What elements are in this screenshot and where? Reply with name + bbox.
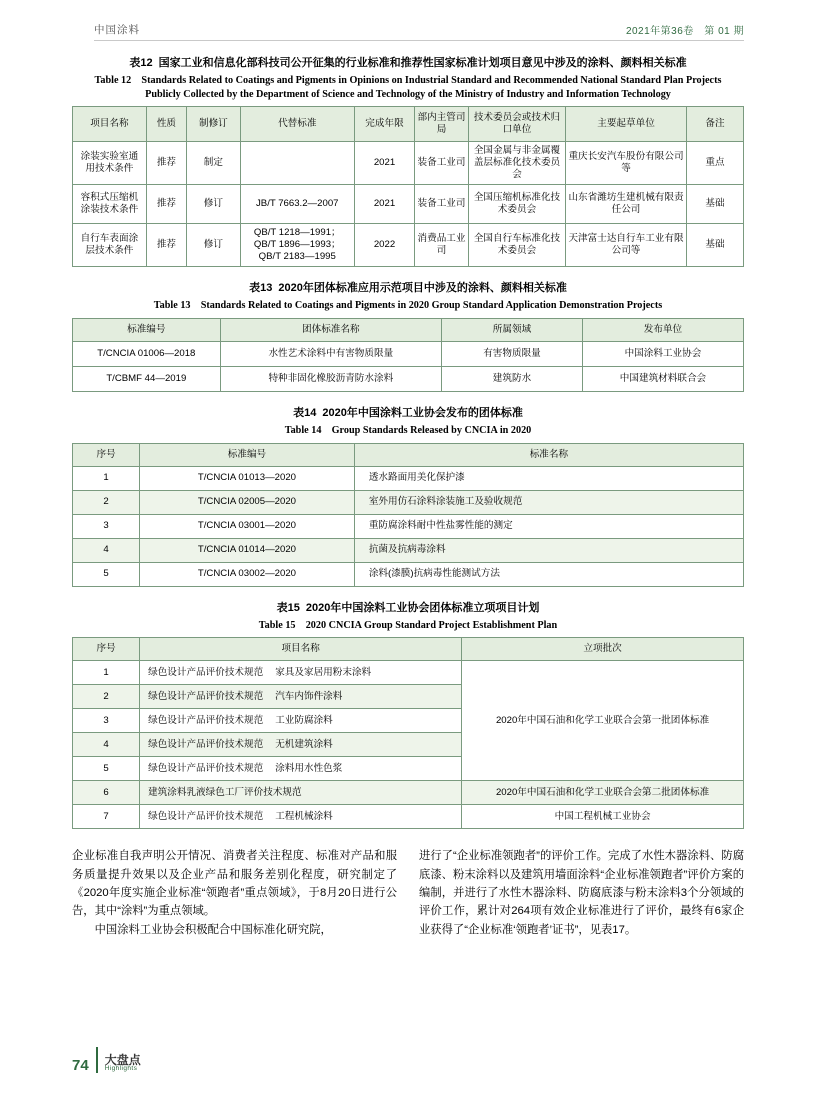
table-13	[72, 318, 744, 392]
cell-standard-name: 涂料(漆膜)抗病毒性能测试方法	[354, 562, 743, 586]
table-row	[73, 342, 744, 367]
table-row	[73, 490, 744, 514]
cell-index: 2	[73, 490, 140, 514]
footer-accent-bar	[96, 1047, 98, 1073]
table-row	[73, 142, 744, 185]
table-row	[73, 562, 744, 586]
th-batch: 立项批次	[462, 638, 744, 661]
cell-publisher: 中国涂料工业协会	[582, 342, 743, 367]
cell-field: 建筑防水	[442, 367, 583, 392]
cell-project-name-sub: 工业防腐涂料	[275, 714, 333, 726]
th-index: 序号	[73, 443, 140, 466]
table-13-caption-en: Table 13 Standards Related to Coatings and Pigments in 2020 Group Standard Application Demonstration Projects	[153, 300, 663, 312]
th-field: 所属领域	[442, 319, 583, 342]
table-row	[73, 781, 744, 805]
cell-project-name-sub: 汽车内饰件涂料	[275, 690, 343, 702]
table-12-block	[72, 56, 744, 267]
table-12-header-row	[73, 107, 744, 142]
body-paragraph-3: 进行了“企业标准领跑者”的评价工作。完成了水性木器涂料、防腐底漆、粉末涂料以及建筑用墙面涂料“企业标准领跑者”评价方案的编制，并进行了水性木器涂料、防腐底漆与粉末涂料3个分领域的评价工作，累计对264项有效企业标准进行了评价，最终有6家企业获得了“企业标准‘领跑者’证书”，见表17。	[419, 850, 744, 936]
cell-revision-type: 制定	[187, 142, 241, 185]
cell-project-name-main: 绿色设计产品评价技术规范	[148, 714, 264, 726]
table-12-number: 表12	[129, 57, 153, 69]
body-paragraph-2: 中国涂料工业协会积极配合中国标准化研究院，	[94, 923, 332, 936]
page-footer	[72, 1047, 141, 1073]
cell-standard-number: T/CNCIA 01006—2018	[73, 342, 221, 367]
cell-project-name	[140, 733, 462, 757]
table-12-caption-en: Table 12 Standards Related to Coatings and Pigments in Opinions on Industrial Standard and Recommended National Standard Plan Projects Publicly Collected by the Department of Science and Technology of the Ministry of Industry and Information Technology	[94, 74, 722, 100]
table-12	[72, 106, 744, 267]
journal-name: 中国涂料	[94, 24, 140, 36]
cell-nature: 推荐	[146, 142, 186, 185]
table-15-header-row	[73, 638, 744, 661]
cell-project-name	[140, 781, 462, 805]
cell-project-name-main: 绿色设计产品评价技术规范	[148, 666, 264, 678]
cell-committee: 全国自行车标准化技术委员会	[468, 224, 565, 267]
cell-index: 6	[73, 781, 140, 805]
footer-section-cn: 大盘点	[104, 1052, 141, 1067]
table-row	[73, 224, 744, 267]
table-13-number: 表13	[249, 282, 273, 295]
cell-standard-number: T/CNCIA 01013—2020	[140, 466, 355, 490]
table-row	[73, 514, 744, 538]
cell-project-name	[140, 685, 462, 709]
th-department: 部内主管司局	[415, 107, 469, 142]
cell-project-name	[140, 805, 462, 829]
issue-info: 2021年第36卷 第 01 期	[625, 26, 744, 37]
th-drafter: 主要起草单位	[566, 107, 687, 142]
cell-standard-number: T/CNCIA 02005—2020	[140, 490, 355, 514]
cell-standard-name: 重防腐涂料耐中性盐雾性能的测定	[354, 514, 743, 538]
th-replaced-standard: 代替标准	[240, 107, 354, 142]
cell-department: 消费品工业司	[415, 224, 469, 267]
cell-standard-name: 特种非固化橡胶沥青防水涂料	[220, 367, 441, 392]
cell-index: 4	[73, 733, 140, 757]
table-13-header-row	[73, 319, 744, 342]
cell-drafter: 天津富士达自行车工业有限公司等	[566, 224, 687, 267]
table-13-title-cn: 2020年团体标准应用示范项目中涉及的涂料、颜料相关标准	[278, 282, 567, 295]
table-row	[73, 538, 744, 562]
table-row	[73, 805, 744, 829]
cell-batch-3: 中国工程机械工业协会	[462, 805, 744, 829]
table-row	[73, 661, 744, 685]
cell-project-name-main: 绿色设计产品评价技术规范	[148, 738, 264, 750]
table-14-caption-cn	[72, 406, 744, 422]
table-12-caption-cn	[72, 56, 744, 72]
cell-replaced-standard: QB/T 1218—1991；QB/T 1896—1993；QB/T 2183—1995	[240, 224, 354, 267]
cell-deadline: 2022	[354, 224, 414, 267]
table-14-title-cn: 2020年中国涂料工业协会发布的团体标准	[322, 407, 523, 420]
table-14-header-row	[73, 443, 744, 466]
table-row	[73, 367, 744, 392]
cell-replaced-standard	[240, 142, 354, 185]
footer-section	[105, 1054, 141, 1073]
table-15-caption-en: Table 15 2020 CNCIA Group Standard Project Establishment Plan	[258, 619, 558, 631]
cell-standard-number: T/CNCIA 03002—2020	[140, 562, 355, 586]
table-row	[73, 185, 744, 224]
th-deadline: 完成年限	[354, 107, 414, 142]
th-revision-type: 制修订	[187, 107, 241, 142]
th-standard-name: 团体标准名称	[220, 319, 441, 342]
cell-deadline: 2021	[354, 142, 414, 185]
page-header	[72, 0, 744, 42]
cell-standard-name: 水性艺术涂料中有害物质限量	[220, 342, 441, 367]
cell-index: 5	[73, 757, 140, 781]
th-standard-name: 标准名称	[354, 443, 743, 466]
table-14-number: 表14	[293, 407, 317, 420]
cell-project-name: 涂装实验室通用技术条件	[73, 142, 147, 185]
page-number: 74	[72, 1057, 89, 1074]
cell-index: 3	[73, 709, 140, 733]
cell-project-name-main: 绿色设计产品评价技术规范	[148, 762, 264, 774]
cell-batch-1: 2020年中国石油和化学工业联合会第一批团体标准	[462, 661, 744, 781]
cell-index: 1	[73, 466, 140, 490]
cell-field: 有害物质限量	[442, 342, 583, 367]
cell-department: 装备工业司	[415, 185, 469, 224]
cell-project-name	[140, 757, 462, 781]
cell-remark: 基础	[686, 185, 743, 224]
body-column-right	[419, 847, 744, 938]
th-committee: 技术委员会或技术归口单位	[468, 107, 565, 142]
table-row	[73, 466, 744, 490]
table-15-block	[72, 601, 744, 830]
table-13-block	[72, 281, 744, 392]
table-14	[72, 443, 744, 587]
cell-project-name-sub: 涂料用水性色浆	[275, 762, 343, 774]
cell-nature: 推荐	[146, 185, 186, 224]
cell-project-name-sub: 工程机械涂料	[275, 810, 333, 822]
table-13-caption-cn	[72, 281, 744, 297]
cell-remark: 基础	[686, 224, 743, 267]
cell-batch-2: 2020年中国石油和化学工业联合会第二批团体标准	[462, 781, 744, 805]
table-12-title-cn: 国家工业和信息化部科技司公开征集的行业标准和推荐性国家标准计划项目意见中涉及的涂料、颜料相关标准	[158, 57, 687, 69]
table-15-number: 表15	[276, 601, 300, 614]
cell-project-name: 容积式压缩机涂装技术条件	[73, 185, 147, 224]
cell-standard-name: 室外用仿石涂料涂装施工及验收规范	[354, 490, 743, 514]
cell-committee: 全国金属与非金属覆盖层标准化技术委员会	[468, 142, 565, 185]
cell-publisher: 中国建筑材料联合会	[582, 367, 743, 392]
cell-index: 2	[73, 685, 140, 709]
cell-standard-number: T/CNCIA 03001—2020	[140, 514, 355, 538]
table-14-block	[72, 406, 744, 587]
cell-index: 4	[73, 538, 140, 562]
cell-committee: 全国压缩机标准化技术委员会	[468, 185, 565, 224]
cell-drafter: 重庆长安汽车股份有限公司等	[566, 142, 687, 185]
cell-deadline: 2021	[354, 185, 414, 224]
footer-section-en: Highlights	[104, 1065, 138, 1073]
cell-project-name	[140, 709, 462, 733]
cell-department: 装备工业司	[415, 142, 469, 185]
cell-replaced-standard: JB/T 7663.2—2007	[240, 185, 354, 224]
th-standard-number: 标准编号	[140, 443, 355, 466]
cell-drafter: 山东省潍坊生建机械有限责任公司	[566, 185, 687, 224]
cell-index: 5	[73, 562, 140, 586]
cell-revision-type: 修订	[187, 185, 241, 224]
cell-index: 3	[73, 514, 140, 538]
cell-standard-number: T/CBMF 44—2019	[73, 367, 221, 392]
body-paragraph-1: 企业标准自我声明公开情况、消费者关注程度、标准对产品和服务质量提升效果以及企业产品和服务差别化程度，研究制定了《2020年度实施企业标准“领跑者”重点领域》，于8月20日进行公告，其中“涂料”为重点领域。	[72, 850, 397, 918]
cell-index: 7	[73, 805, 140, 829]
th-publisher: 发布单位	[582, 319, 743, 342]
table-15-title-cn: 2020年中国涂料工业协会团体标准立项项目计划	[305, 601, 540, 614]
th-remark: 备注	[686, 107, 743, 142]
body-columns	[72, 847, 744, 938]
cell-revision-type: 修订	[187, 224, 241, 267]
th-project-name: 项目名称	[73, 107, 147, 142]
th-standard-number: 标准编号	[73, 319, 221, 342]
th-nature: 性质	[146, 107, 186, 142]
cell-standard-name: 透水路面用美化保护漆	[354, 466, 743, 490]
cell-project-name	[140, 661, 462, 685]
cell-nature: 推荐	[146, 224, 186, 267]
table-15	[72, 637, 744, 829]
table-14-caption-en: Table 14 Group Standards Released by CNCIA in 2020	[284, 424, 532, 436]
cell-standard-number: T/CNCIA 01014—2020	[140, 538, 355, 562]
header-divider	[94, 40, 744, 41]
cell-project-name-sub: 无机建筑涂料	[275, 738, 333, 750]
cell-project-name-main: 绿色设计产品评价技术规范	[148, 810, 264, 822]
th-index: 序号	[73, 638, 140, 661]
cell-remark: 重点	[686, 142, 743, 185]
table-15-caption-cn	[72, 601, 744, 617]
cell-project-name: 自行车表面涂层技术条件	[73, 224, 147, 267]
cell-project-name-sub: 家具及家居用粉末涂料	[275, 666, 372, 678]
cell-index: 1	[73, 661, 140, 685]
cell-standard-name: 抗菌及抗病毒涂料	[354, 538, 743, 562]
cell-project-name-main: 绿色设计产品评价技术规范	[148, 690, 264, 702]
body-column-left	[72, 847, 397, 938]
cell-project-name-main: 建筑涂料乳液绿色工厂评价技术规范	[148, 786, 302, 798]
th-project-name: 项目名称	[140, 638, 462, 661]
